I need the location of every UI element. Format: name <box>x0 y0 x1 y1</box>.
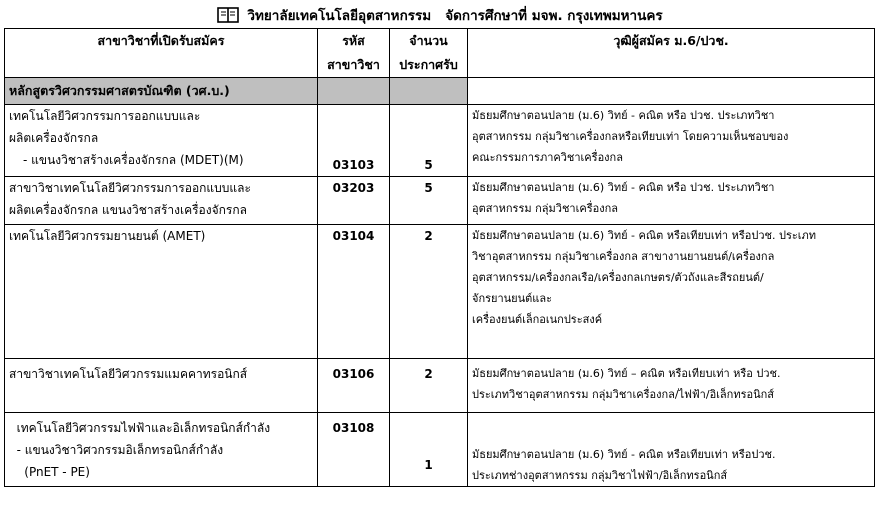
program-cell: เทคโนโลยีวิศวกรรมยานยนต์ (AMET) <box>5 225 318 359</box>
qual-cell: มัธยมศึกษาตอนปลาย (ม.6) วิทย์ – คณิต หรือเทียบเท่า หรือ ปวช. ประเภทวิชาอุตสาหกรรม กลุ่มวิชาเครื่องกล/ไฟฟ้า/อิเล็กทรอนิกส์ <box>468 359 875 413</box>
program-cell: เทคโนโลยีวิศวกรรมไฟฟ้าและอิเล็กทรอนิกส์กำลัง - แขนงวิชาวิศวกรรมอิเล็กทรอนิกส์กำลัง (PnET - PE) <box>5 413 318 487</box>
section-row <box>5 78 875 105</box>
table-row <box>5 225 875 359</box>
qual-cell: มัธยมศึกษาตอนปลาย (ม.6) วิทย์ - คณิต หรือ ปวช. ประเภทวิชา อุตสาหกรรม กลุ่มวิชาเครื่องกล <box>468 177 875 225</box>
code-cell: 03103 <box>318 105 390 177</box>
col-program-header: สาขาวิชาที่เปิดรับสมัคร <box>5 29 318 78</box>
count-cell: 5 <box>390 105 468 177</box>
code-cell: 03108 <box>318 413 390 487</box>
count-cell: 1 <box>390 413 468 487</box>
count-cell: 5 <box>390 177 468 225</box>
table-row <box>5 105 875 177</box>
col-code-header: รหัส สาขาวิชา <box>318 29 390 78</box>
table-row <box>5 359 875 413</box>
program-cell: สาขาวิชาเทคโนโลยีวิศวกรรมแมคคาทรอนิกส์ <box>5 359 318 413</box>
program-cell: เทคโนโลยีวิศวกรรมการออกแบบและ ผลิตเครื่องจักรกล - แขนงวิชาสร้างเครื่องจักรกล (MDET)(M) <box>5 105 318 177</box>
title-text: วิทยาลัยเทคโนโลยีอุตสาหกรรม จัดการศึกษาที่ มจพ. กรุงเทพมหานคร <box>247 8 663 24</box>
program-cell: สาขาวิชาเทคโนโลยีวิศวกรรมการออกแบบและ ผลิตเครื่องจักรกล แขนงวิชาสร้างเครื่องจักรกล <box>5 177 318 225</box>
code-cell: 03104 <box>318 225 390 359</box>
col-qual-header: วุฒิผู้สมัคร ม.6/ปวช. <box>468 29 875 78</box>
table-row <box>5 413 875 487</box>
table-row <box>5 177 875 225</box>
book-icon <box>217 7 239 23</box>
count-cell: 2 <box>390 225 468 359</box>
admission-table <box>4 28 875 487</box>
qual-cell: มัธยมศึกษาตอนปลาย (ม.6) วิทย์ - คณิต หรือเทียบเท่า หรือปวช. ประเภทช่างอุตสาหกรรม กลุ่มวิชาไฟฟ้า/อิเล็กทรอนิกส์ <box>468 413 875 487</box>
section-title: หลักสูตรวิศวกรรมศาสตรบัณฑิต (วศ.บ.) <box>5 78 318 105</box>
col-count-header: จำนวน ประกาศรับ <box>390 29 468 78</box>
page-title <box>0 3 880 27</box>
count-cell: 2 <box>390 359 468 413</box>
code-cell: 03106 <box>318 359 390 413</box>
qual-cell: มัธยมศึกษาตอนปลาย (ม.6) วิทย์ - คณิต หรือ ปวช. ประเภทวิชา อุตสาหกรรม กลุ่มวิชาเครื่องกลหรือเทียบเท่า โดยความเห็นชอบของ คณะกรรมการภาควิชาเครื่องกล <box>468 105 875 177</box>
qual-cell: มัธยมศึกษาตอนปลาย (ม.6) วิทย์ - คณิต หรือเทียบเท่า หรือปวช. ประเภท วิชาอุตสาหกรรม กลุ่มวิชาเครื่องกล สาขางานยานยนต์/เครื่องกล อุตสาหกรรม/เครื่องกลเรือ/เครื่องกลเกษตร/ตัวถังและสีรถยนต์/ จักรยานยนต์และ เครื่องยนต์เล็กอเนกประสงค์ <box>468 225 875 359</box>
table-header-row <box>5 29 875 78</box>
code-cell: 03203 <box>318 177 390 225</box>
